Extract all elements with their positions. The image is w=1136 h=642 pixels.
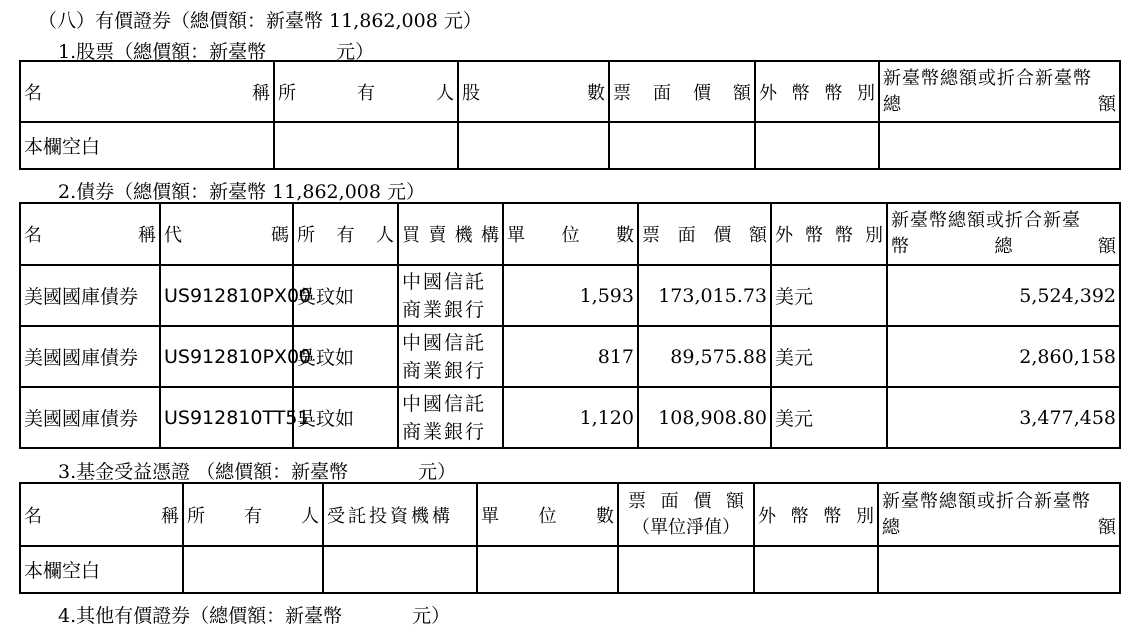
funds-empty-cell [618,546,754,593]
stocks-title-prefix: 1.股票（總價額：新臺幣 [58,41,267,63]
funds-empty-row [20,546,1120,593]
stocks-header-row [20,61,1120,122]
funds-h-currency: 外 幣 幣 別 [754,483,878,546]
bonds-h-total: 新臺幣總額或折合新臺 幣 總 額 [887,203,1120,265]
bond-currency: 美元 [771,326,887,387]
bonds-h-owner: 所 有 人 [293,203,398,265]
bond-name: 美國國庫債券 [20,387,160,448]
bond-owner: 吳玟如 [293,326,398,387]
funds-h-total: 新臺幣總額或折合新臺幣 總 額 [878,483,1120,546]
stocks-empty-cell [274,122,458,169]
stocks-empty-note: 本欄空白 [20,122,274,169]
stocks-empty-cell [458,122,609,169]
bonds-h-code: 代 碼 [160,203,293,265]
funds-title-prefix: 3.基金受益憑證 （總價額：新臺幣 [58,461,349,483]
funds-h-units: 單 位 數 [477,483,618,546]
funds-title-suffix: 元） [418,461,457,483]
table-row [20,326,1120,387]
bond-code: US912810PX00 [160,326,293,387]
stocks-h-owner: 所 有 人 [274,61,458,122]
bond-agency: 中國信託 商業銀行 [398,265,503,326]
other-title-suffix: 元） [412,605,451,627]
bond-face: 108,908.80 [638,387,771,448]
bonds-h-agency: 買 賣 機 構 [398,203,503,265]
bonds-table [19,202,1121,449]
stocks-h-name: 名 稱 [20,61,274,122]
stocks-h-total: 新臺幣總額或折合新臺幣 總 額 [879,61,1120,122]
bond-currency: 美元 [771,387,887,448]
stocks-title-suffix: 元） [336,41,375,63]
bond-code: US912810PX00 [160,265,293,326]
other-title-prefix: 4.其他有價證券（總價額：新臺幣 [58,605,343,627]
stocks-h-shares: 股 數 [458,61,609,122]
bond-owner: 吳玟如 [293,265,398,326]
bond-name: 美國國庫債券 [20,326,160,387]
bond-agency: 中國信託 商業銀行 [398,387,503,448]
funds-h-name: 名 稱 [20,483,183,546]
funds-h-trustee: 受託投資機構 [323,483,477,546]
funds-table [19,482,1121,594]
stocks-h-currency: 外 幣 幣 別 [755,61,879,122]
stocks-h-face: 票 面 價 額 [609,61,755,122]
bond-face: 89,575.88 [638,326,771,387]
bonds-h-units: 單 位 數 [503,203,638,265]
bonds-h-currency: 外 幣 幣 別 [771,203,887,265]
funds-empty-cell [477,546,618,593]
bond-agency: 中國信託 商業銀行 [398,326,503,387]
stocks-empty-cell [755,122,879,169]
funds-empty-cell [754,546,878,593]
funds-h-face: 票 面 價 額 （單位淨值） [618,483,754,546]
funds-empty-cell [183,546,323,593]
bonds-header-row [20,203,1120,265]
funds-title [58,457,456,484]
stocks-empty-cell [609,122,755,169]
bond-code: US912810TT51 [160,387,293,448]
stocks-table [19,60,1121,170]
table-row [20,265,1120,326]
bond-owner: 吳玟如 [293,387,398,448]
bonds-h-face: 票 面 價 額 [638,203,771,265]
funds-empty-cell [878,546,1120,593]
bonds-h-name: 名 稱 [20,203,160,265]
stocks-empty-row [20,122,1120,169]
bond-name: 美國國庫債券 [20,265,160,326]
bond-total: 5,524,392 [887,265,1120,326]
bond-units: 1,593 [503,265,638,326]
funds-h-owner: 所 有 人 [183,483,323,546]
funds-empty-note: 本欄空白 [20,546,183,593]
funds-empty-cell [323,546,477,593]
other-title [58,601,450,628]
section-title: （八）有價證券（總價額：新臺幣 11,862,008 元） [38,10,482,32]
bond-units: 1,120 [503,387,638,448]
bond-units: 817 [503,326,638,387]
funds-header-row [20,483,1120,546]
table-row [20,387,1120,448]
bond-face: 173,015.73 [638,265,771,326]
bond-total: 2,860,158 [887,326,1120,387]
stocks-empty-cell [879,122,1120,169]
bond-total: 3,477,458 [887,387,1120,448]
bond-currency: 美元 [771,265,887,326]
bonds-title: 2.債券（總價額：新臺幣 11,862,008 元） [58,181,425,203]
